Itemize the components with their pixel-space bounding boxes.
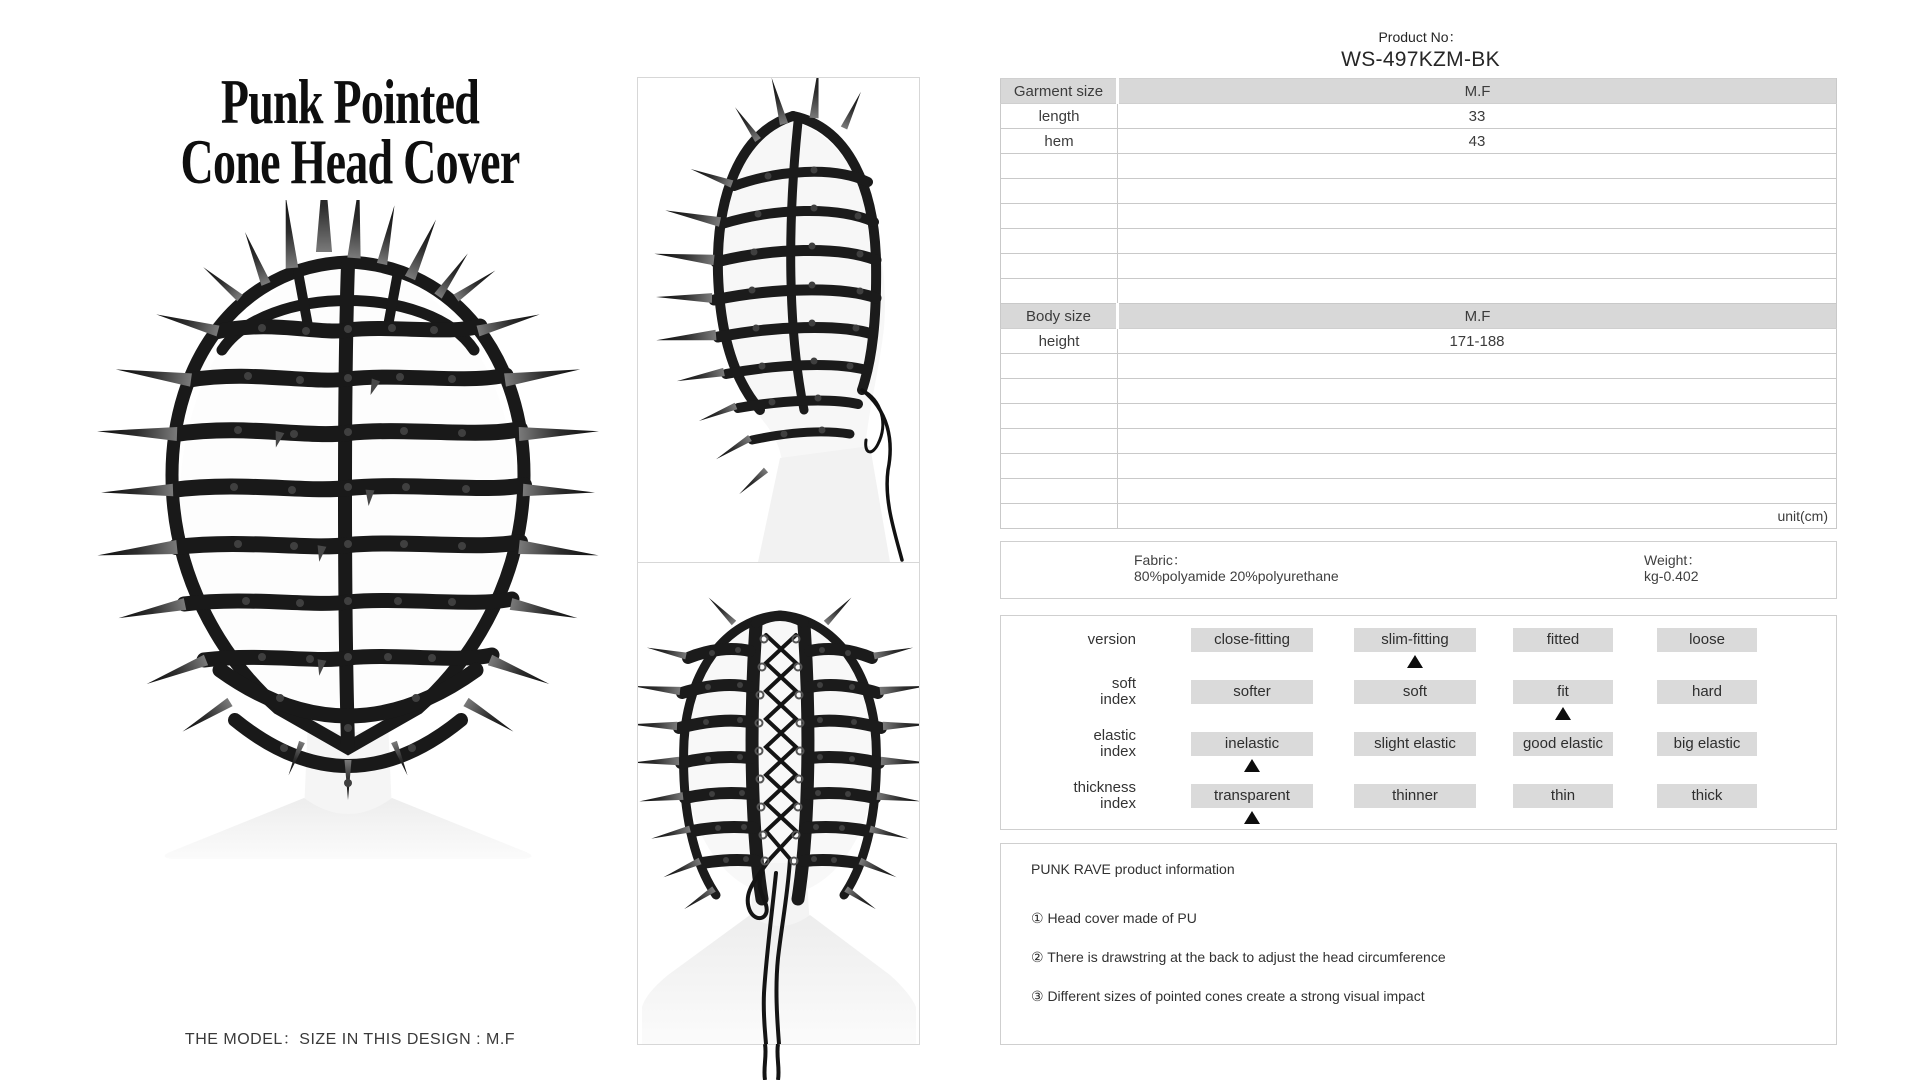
table-row-empty [1001, 204, 1837, 229]
attr-option: close-fitting [1191, 628, 1313, 652]
model-note: THE MODEL：SIZE IN THIS DESIGN : M.F [184, 1031, 516, 1048]
table-row-empty [1001, 154, 1837, 179]
size-chart-table [1000, 78, 1837, 529]
side-view-product-image [638, 78, 919, 562]
attr-option: hard [1657, 680, 1757, 704]
attr-label-version: version [1087, 631, 1136, 648]
unit-row [1001, 504, 1837, 529]
garment-size-header-row [1001, 79, 1837, 104]
body-size-column: M.F [1118, 304, 1837, 329]
attr-option: slight elastic [1354, 732, 1476, 756]
body-size-header-row [1001, 304, 1837, 329]
product-info-box [1000, 843, 1837, 1045]
weight-label: Weight： [1644, 552, 1702, 568]
table-row-empty [1001, 404, 1837, 429]
attr-option: softer [1191, 680, 1313, 704]
table-row-empty [1001, 254, 1837, 279]
attr-label-thickness-index: thickness index [1073, 779, 1136, 812]
weight-value: kg-0.402 [1644, 568, 1699, 584]
attr-option: transparent [1191, 784, 1313, 808]
table-row-empty [1001, 379, 1837, 404]
table-row: height 171-188 [1001, 329, 1837, 354]
table-row-empty [1001, 454, 1837, 479]
fabric-weight-box [1000, 541, 1837, 599]
selected-marker-icon [1407, 655, 1423, 668]
back-lace-overflow [637, 1044, 920, 1080]
product-info-title: PUNK RAVE product information [1031, 861, 1235, 877]
attr-option: thick [1657, 784, 1757, 808]
product-number-label: Product No： [1378, 29, 1463, 45]
garment-size-column: M.F [1118, 79, 1837, 104]
attr-option: good elastic [1513, 732, 1613, 756]
unit-label: unit(cm) [1118, 504, 1837, 529]
attribute-matrix-box [1000, 615, 1837, 830]
attr-option: big elastic [1657, 732, 1757, 756]
attr-option: thin [1513, 784, 1613, 808]
weight-info [1644, 552, 1701, 584]
garment-size-header: Garment size [1001, 79, 1118, 104]
page-title-line2: Cone Head Cover [180, 127, 520, 198]
attr-option: soft [1354, 680, 1476, 704]
table-row-empty [1001, 279, 1837, 304]
fabric-info [1134, 552, 1339, 584]
table-row-empty [1001, 229, 1837, 254]
fabric-value: 80%polyamide 20%polyurethane [1134, 568, 1339, 584]
page-title-line1: Punk Pointed [220, 67, 480, 137]
table-row-empty [1001, 179, 1837, 204]
product-info-item: ③ Different sizes of pointed cones create a strong visual impact [1031, 988, 1425, 1004]
back-view-photo-box [637, 562, 920, 1045]
front-view-product-image [70, 200, 620, 865]
attr-label-soft-index: soft index [1100, 675, 1136, 708]
product-info-item: ① Head cover made of PU [1031, 910, 1197, 926]
table-row-empty [1001, 479, 1837, 504]
product-number [1258, 27, 1583, 72]
page-title [178, 67, 521, 198]
back-view-product-image [638, 563, 919, 1044]
attr-option: thinner [1354, 784, 1476, 808]
attr-label-elastic-index: elastic index [1093, 727, 1136, 760]
product-info-item: ② There is drawstring at the back to adjust the head circumference [1031, 949, 1446, 965]
attr-option: fit [1513, 680, 1613, 704]
selected-marker-icon [1244, 811, 1260, 824]
selected-marker-icon [1244, 759, 1260, 772]
table-row: hem 43 [1001, 129, 1837, 154]
table-row-empty [1001, 354, 1837, 379]
fabric-label: Fabric： [1134, 552, 1187, 568]
attr-option: slim-fitting [1354, 628, 1476, 652]
attr-option: loose [1657, 628, 1757, 652]
table-row-empty [1001, 429, 1837, 454]
body-size-header: Body size [1001, 304, 1118, 329]
attr-option: inelastic [1191, 732, 1313, 756]
side-view-photo-box [637, 77, 920, 563]
attr-option: fitted [1513, 628, 1613, 652]
table-row: length 33 [1001, 104, 1837, 129]
product-number-value: WS-497KZM-BK [1341, 48, 1500, 71]
selected-marker-icon [1555, 707, 1571, 720]
